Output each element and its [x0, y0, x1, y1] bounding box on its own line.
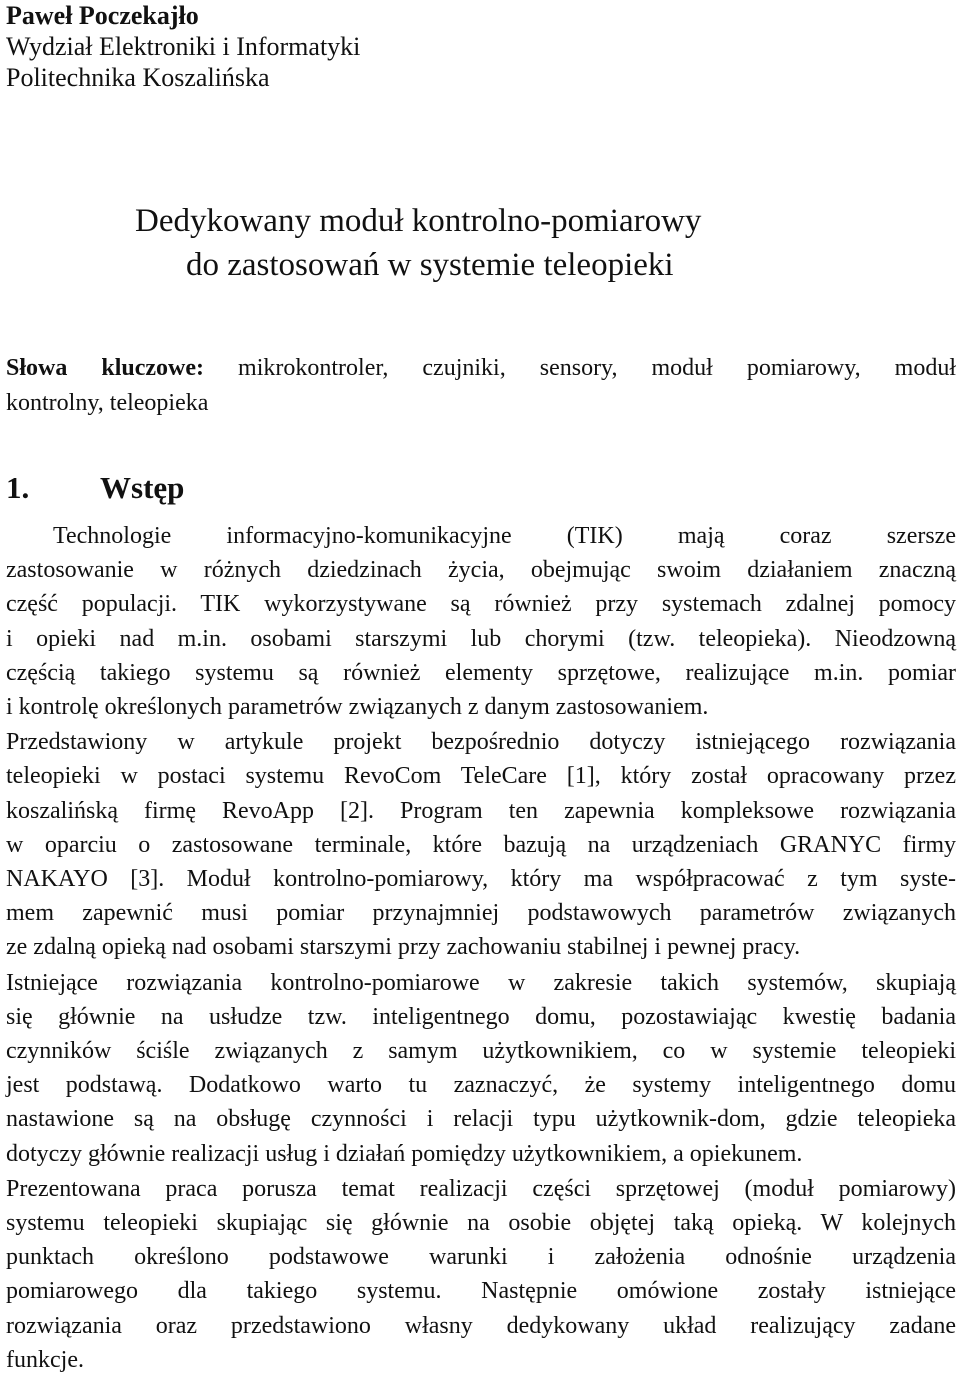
- paragraph-line: czynników ściśle związanych z samym użytkownikiem, co w systemie teleopieki: [6, 1038, 956, 1065]
- paragraph: [6, 725, 956, 964]
- paragraph-line: rozwiązania oraz przedstawiono własny dedykowany układ realizujący zadane: [6, 1312, 956, 1339]
- paragraph-line: częścią takiego systemu są również elementy sprzętowe, realizujące m.in. pomiar: [6, 659, 956, 686]
- section-title: Wstęp: [100, 470, 185, 505]
- section-number: 1.: [6, 470, 30, 505]
- paragraph-line: systemu teleopieki skupiając się głównie na osobie objętej taką opieką. W kolejnych: [6, 1210, 956, 1237]
- body-text: [6, 519, 956, 1377]
- paragraph-line: i opieki nad m.in. osobami starszymi lub chorymi (tzw. teleopieka). Nieodzowną: [6, 625, 956, 652]
- paragraph-line: pomiarowego dla takiego systemu. Następnie omówione zostały istniejące: [6, 1278, 956, 1305]
- author-university: Politechnika Koszalińska: [6, 63, 270, 92]
- paper-title-line-1: Dedykowany moduł kontrolno-pomiarowy: [135, 203, 702, 239]
- paragraph-line: zastosowanie w różnych dziedzinach życia, obejmując swoim działaniem znaczną: [6, 557, 956, 584]
- paragraph-line: Prezentowana praca porusza temat realizacji części sprzętowej (moduł pomiarowy): [6, 1175, 956, 1202]
- paragraph-line: w oparciu o zastosowane terminale, które bazują na urządzeniach GRANYC firmy: [6, 831, 956, 858]
- paragraph-line: się głównie na usłudze tzw. inteligentnego domu, pozostawiając kwestię badania: [6, 1003, 956, 1030]
- paragraph-line: Technologie informacyjno-komunikacyjne (TIK) mają coraz szersze: [53, 523, 956, 549]
- keywords-line-1: [6, 351, 956, 386]
- paragraph-line: i kontrolę określonych parametrów związanych z danym zastosowaniem.: [6, 694, 709, 721]
- keywords-block: [6, 351, 956, 421]
- keywords-text-1: mikrokontroler, czujniki, sensory, moduł pomiarowy, moduł: [204, 355, 956, 381]
- paragraph: [6, 966, 956, 1171]
- section-heading: [6, 468, 184, 508]
- keywords-line-2: kontrolny, teleopieka: [6, 390, 209, 416]
- paragraph-line: nastawione są na obsługę czynności i relacji typu użytkownik-dom, gdzie teleopieka: [6, 1106, 956, 1133]
- keywords-label: Słowa kluczowe:: [6, 355, 205, 381]
- paragraph-line: część populacji. TIK wykorzystywane są również przy systemach zdalnej pomocy: [6, 591, 956, 618]
- paragraph: [6, 519, 956, 724]
- paragraph-line: Istniejące rozwiązania kontrolno-pomiarowe w zakresie takich systemów, skupiają: [6, 969, 956, 996]
- paragraph: [6, 1172, 956, 1377]
- paper-title-line-2: do zastosowań w systemie teleopieki: [186, 247, 674, 283]
- paragraph-line: ze zdalną opieką nad osobami starszymi przy zachowaniu stabilnej i pewnej pracy.: [6, 934, 801, 961]
- author-faculty: Wydział Elektroniki i Informatyki: [6, 32, 361, 61]
- paragraph-line: dotyczy głównie realizacji usług i działań pomiędzy użytkownikiem, a opiekunem.: [6, 1140, 803, 1167]
- paragraph-line: NAKAYO [3]. Moduł kontrolno-pomiarowy, który ma współpracować z tym syste-: [6, 866, 956, 893]
- paragraph-line: teleopieki w postaci systemu RevoCom TeleCare [1], który został opracowany przez: [6, 763, 956, 790]
- paragraph-line: punktach określono podstawowe warunki i założenia odnośnie urządzenia: [6, 1244, 956, 1271]
- author-name: Paweł Poczekajło: [6, 1, 199, 30]
- author-block: [6, 0, 360, 93]
- paragraph-line: jest podstawą. Dodatkowo warto tu zaznaczyć, że systemy inteligentnego domu: [6, 1072, 956, 1099]
- paragraph-line: funkcje.: [6, 1346, 84, 1373]
- paragraph-line: mem zapewnić musi pomiar przynajmniej podstawowych parametrów związanych: [6, 900, 956, 927]
- paper-title: [0, 199, 960, 287]
- paragraph-line: koszalińską firmę RevoApp [2]. Program ten zapewnia kompleksowe rozwiązania: [6, 797, 956, 824]
- paragraph-line: Przedstawiony w artykule projekt bezpośrednio dotyczy istniejącego rozwiązania: [6, 729, 956, 756]
